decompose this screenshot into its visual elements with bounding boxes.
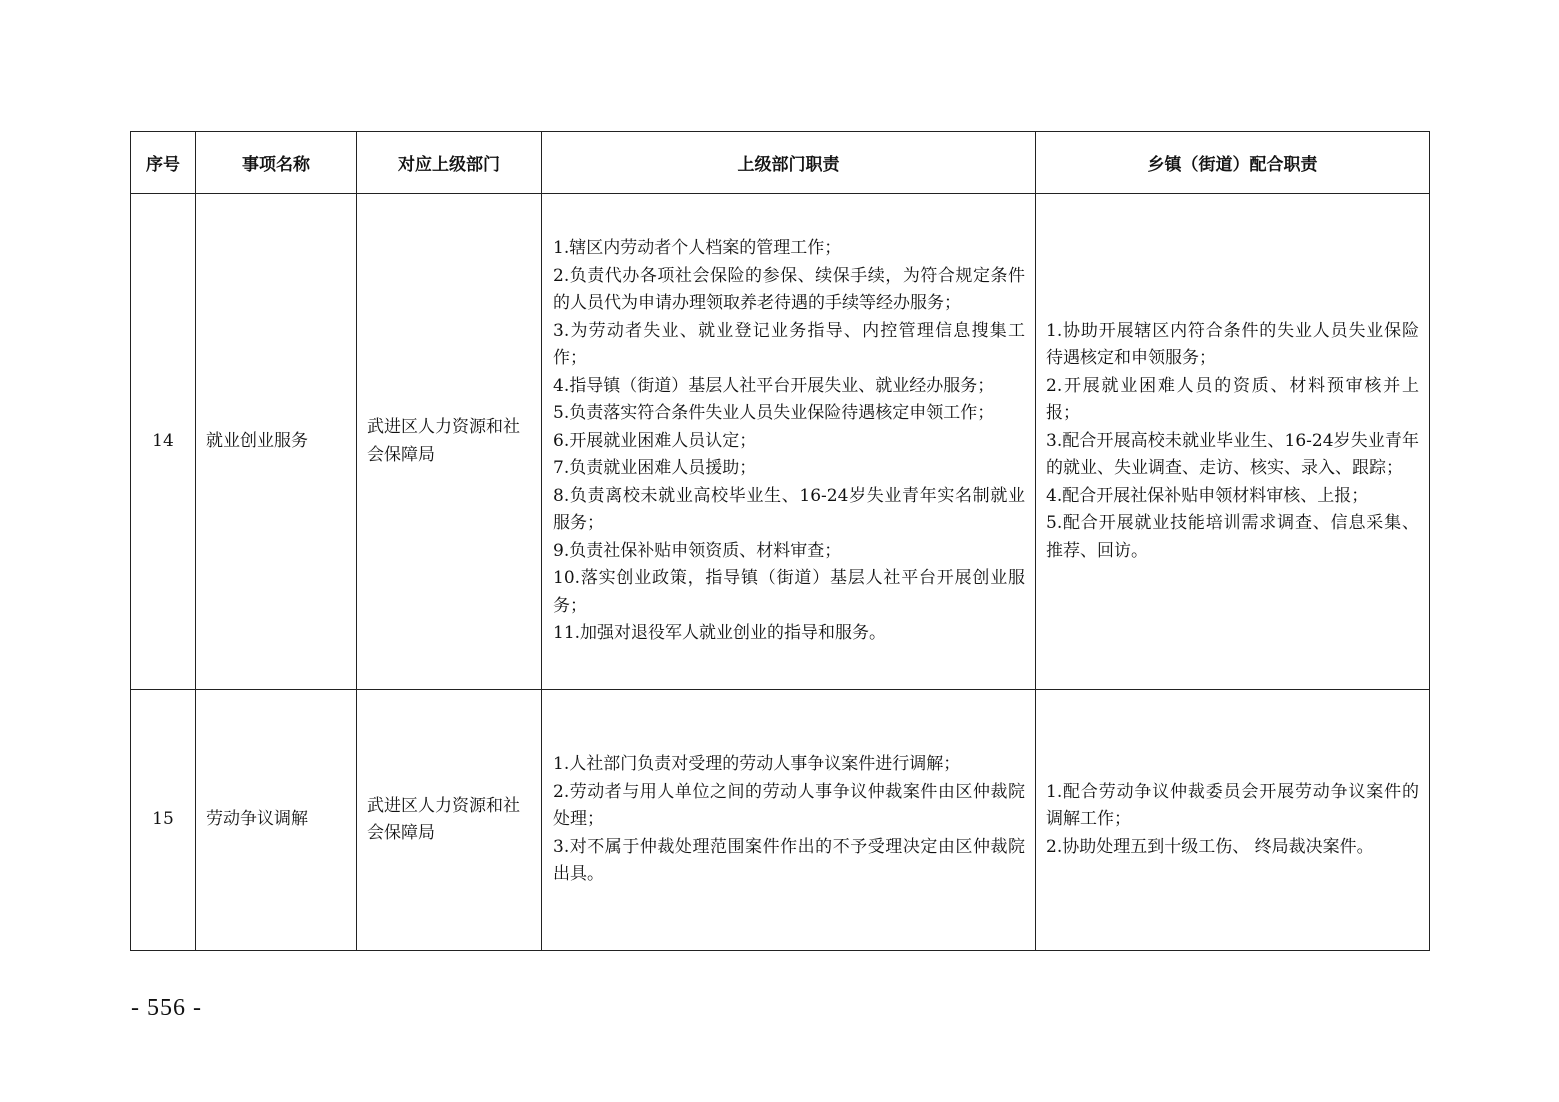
coop-line: 1.协助开展辖区内符合条件的失业人员失业保险待遇核定和申领服务； <box>1046 320 1419 369</box>
coop-line: 4.配合开展社保补贴申领材料审核、上报； <box>1046 485 1369 506</box>
coop-line: 1.配合劳动争议仲裁委员会开展劳动争议案件的调解工作； <box>1046 781 1419 830</box>
duty-line: 2.负责代办各项社会保险的参保、续保手续，为符合规定条件的人员代为申请办理领取养老待遇的手续等经办服务； <box>553 265 1025 314</box>
header-coop: 乡镇（街道）配合职责 <box>1036 132 1430 194</box>
duty-line: 1.辖区内劳动者个人档案的管理工作； <box>553 238 842 259</box>
duty-line: 8.负责离校未就业高校毕业生、16-24岁失业青年实名制就业服务； <box>553 485 1025 534</box>
duty-line: 2.劳动者与用人单位之间的劳动人事争议仲裁案件由区仲裁院处理； <box>553 781 1025 830</box>
duty-line: 7.负责就业困难人员援助； <box>553 458 757 479</box>
duty-line: 1.人社部门负责对受理的劳动人事争议案件进行调解； <box>553 754 961 775</box>
duty-line: 10.落实创业政策，指导镇（街道）基层人社平台开展创业服务； <box>553 568 1025 616</box>
page-number: - 556 - <box>131 995 202 1021</box>
coop-line: 3.配合开展高校未就业毕业生、16-24岁失业青年的就业、失业调查、走访、核实、录入、跟踪； <box>1046 430 1419 479</box>
duty-line: 11.加强对退役军人就业创业的指导和服务。 <box>553 623 887 644</box>
row-coop <box>1036 690 1430 951</box>
table-row <box>131 194 1430 690</box>
header-row <box>131 132 1430 194</box>
coop-line: 2.协助处理五到十级工伤、 终局裁决案件。 <box>1046 836 1374 857</box>
duty-line: 4.指导镇（街道）基层人社平台开展失业、就业经办服务； <box>553 375 995 396</box>
row-num: 14 <box>131 194 196 690</box>
row-dept: 武进区人力资源和社会保障局 <box>357 690 542 951</box>
duty-line: 3.为劳动者失业、就业登记业务指导、内控管理信息搜集工作； <box>553 320 1025 369</box>
row-coop <box>1036 194 1430 690</box>
duty-line: 3.对不属于仲裁处理范围案件作出的不予受理决定由区仲裁院出具。 <box>553 836 1025 885</box>
row-item-name: 劳动争议调解 <box>196 690 357 951</box>
row-num: 15 <box>131 690 196 951</box>
header-duties: 上级部门职责 <box>542 132 1036 194</box>
duty-line: 6.开展就业困难人员认定； <box>553 430 757 451</box>
coop-line: 5.配合开展就业技能培训需求调查、信息采集、推荐、回访。 <box>1046 513 1419 561</box>
header-item-name: 事项名称 <box>196 132 357 194</box>
row-duties <box>542 194 1036 690</box>
header-num: 序号 <box>131 132 196 194</box>
duty-line: 5.负责落实符合条件失业人员失业保险待遇核定申领工作； <box>553 403 995 424</box>
table-row <box>131 690 1430 951</box>
coop-line: 2.开展就业困难人员的资质、材料预审核并上报； <box>1046 375 1419 424</box>
row-duties <box>542 690 1036 951</box>
row-dept: 武进区人力资源和社会保障局 <box>357 194 542 690</box>
duty-line: 9.负责社保补贴申领资质、材料审查； <box>553 540 842 561</box>
header-dept: 对应上级部门 <box>357 132 542 194</box>
duty-table <box>130 131 1430 951</box>
row-item-name: 就业创业服务 <box>196 194 357 690</box>
